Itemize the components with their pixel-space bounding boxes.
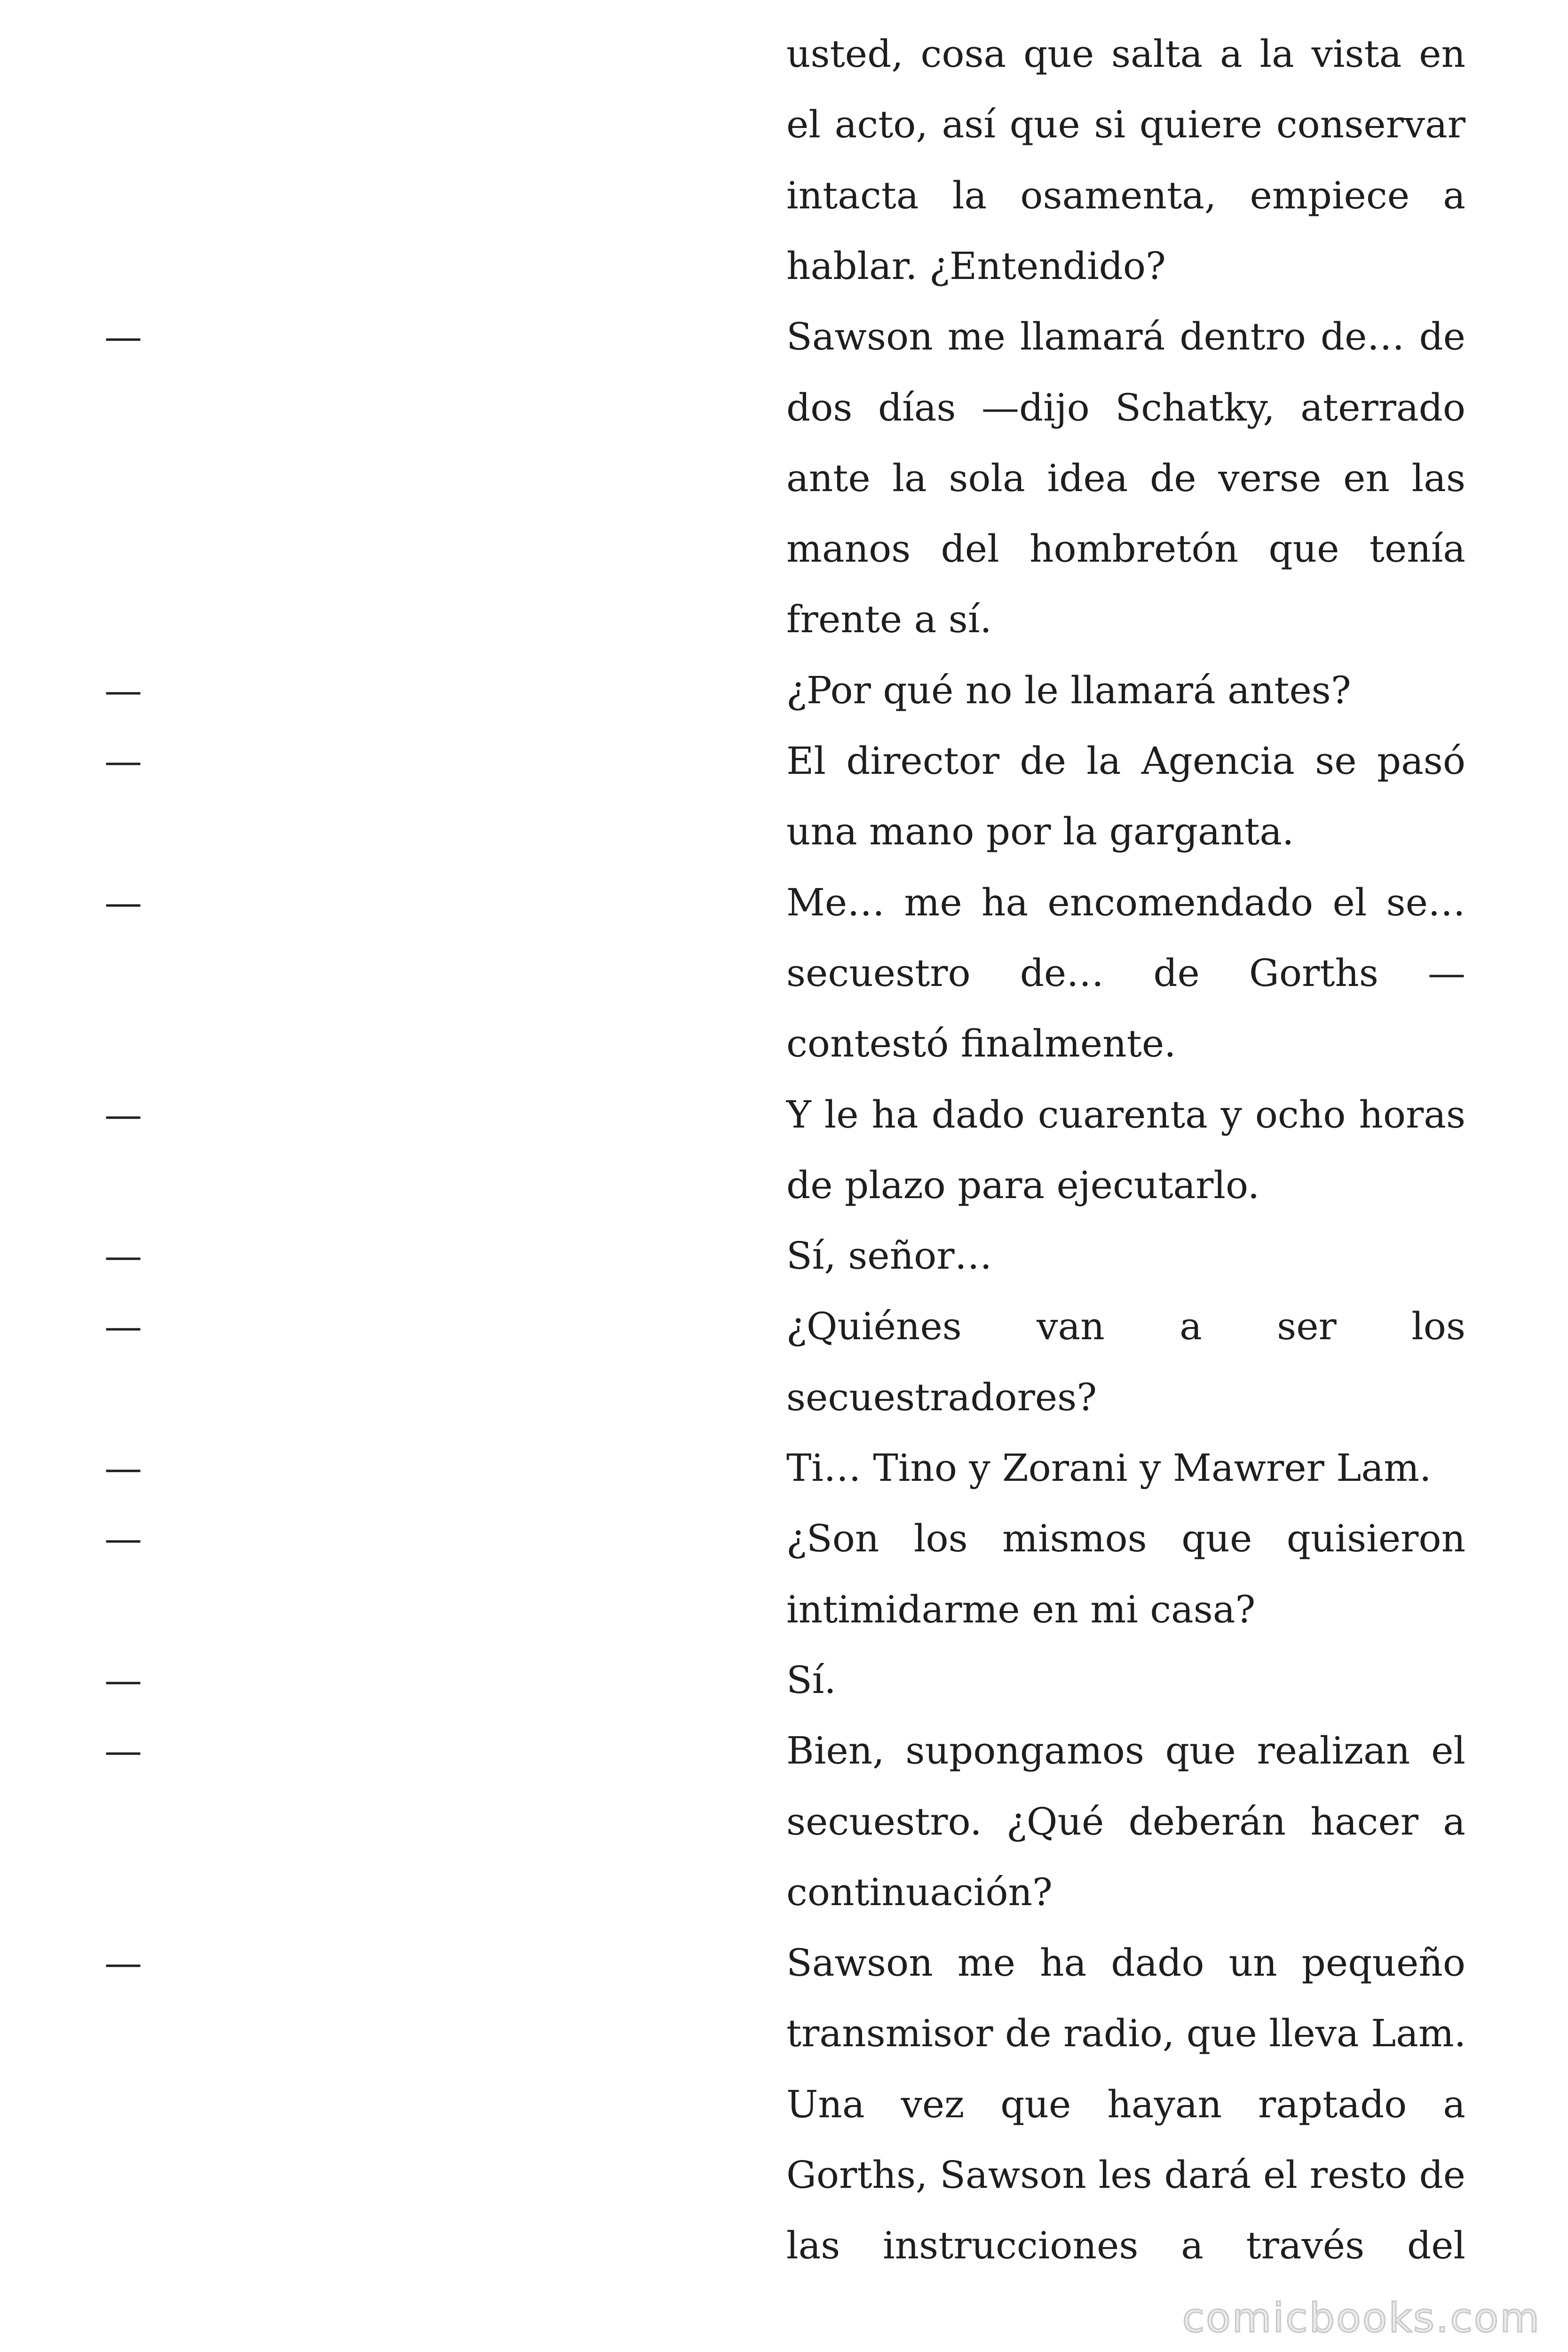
dialogue-line <box>0 1150 1568 1221</box>
dialogue-dash: — <box>104 1517 142 1561</box>
dialogue-line <box>0 1080 1568 1150</box>
dialogue-line <box>0 1574 1568 1645</box>
paragraph-line: continuación? <box>786 1870 1053 1914</box>
dialogue-line <box>0 1433 1568 1503</box>
paragraph-line: ¿Por qué no le llamará antes? <box>786 668 1351 712</box>
paragraph-line: secuestradores? <box>786 1375 1097 1419</box>
dialogue-line <box>0 584 1568 655</box>
dialogue-line <box>0 1009 1568 1079</box>
paragraph-line: intacta la osamenta, empiece a <box>786 173 1465 217</box>
dialogue-line <box>0 1998 1568 2069</box>
dialogue-line <box>0 1928 1568 1998</box>
paragraph-line: contestó finalmente. <box>786 1022 1176 1066</box>
dialogue-dash: — <box>104 1941 142 1985</box>
paragraph-line: el acto, así que si quiere conservar <box>786 103 1465 147</box>
dialogue-line <box>0 373 1568 443</box>
dialogue-line <box>0 19 1568 89</box>
paragraph-line: dos días —dijo Schatky, aterrado <box>786 385 1465 429</box>
dialogue-dash: — <box>104 1234 142 1278</box>
dialogue-line <box>0 1221 1568 1291</box>
dialogue-dash: — <box>104 880 142 924</box>
dialogue-line <box>0 302 1568 372</box>
paragraph-line: ¿Son los mismos que quisieron <box>786 1517 1465 1561</box>
dialogue-dash: — <box>104 1304 142 1349</box>
dialogue-line <box>0 89 1568 160</box>
dialogue-dash: — <box>104 1729 142 1773</box>
paragraph-line: Bien, supongamos que realizan el <box>786 1729 1465 1773</box>
paragraph-line: Gorths, Sawson les dará el resto de <box>786 2153 1465 2197</box>
paragraph-line: manos del hombretón que tenía <box>786 527 1465 571</box>
dialogue-line <box>0 2210 1568 2281</box>
dialogue-line <box>0 2069 1568 2140</box>
watermark-logo: comicbooks.com <box>1182 2295 1541 2342</box>
dialogue-line <box>0 231 1568 302</box>
dialogue-line <box>0 938 1568 1009</box>
dialogue-dash: — <box>104 1092 142 1136</box>
paragraph-line: El director de la Agencia se pasó <box>786 739 1465 783</box>
paragraph-line: Y le ha dado cuarenta y ocho horas <box>786 1092 1465 1136</box>
paragraph-line: intimidarme en mi casa? <box>786 1587 1256 1631</box>
dialogue-line <box>0 1503 1568 1574</box>
paragraph-line: una mano por la garganta. <box>786 810 1294 854</box>
dialogue-line <box>0 1362 1568 1433</box>
paragraph-line: las instrucciones a través del <box>786 2224 1465 2268</box>
dialogue-line <box>0 796 1568 867</box>
dialogue-line <box>0 443 1568 514</box>
paragraph-line: frente a sí. <box>786 597 992 642</box>
paragraph-line: secuestro. ¿Qué deberán hacer a <box>786 1799 1465 1843</box>
paragraph-line: hablar. ¿Entendido? <box>786 244 1166 288</box>
dialogue-line <box>0 514 1568 584</box>
dialogue-line <box>0 1291 1568 1362</box>
dialogue-line <box>0 2140 1568 2210</box>
dialogue-line <box>0 1716 1568 1786</box>
paragraph-line: Sí. <box>786 1658 836 1702</box>
paragraph-line: Me… me ha encomendado el se… <box>786 880 1465 924</box>
paragraph-line: Una vez que hayan raptado a <box>786 2082 1465 2126</box>
dialogue-line <box>0 160 1568 231</box>
dialogue-dash: — <box>104 668 142 712</box>
dialogue-line <box>0 1787 1568 1857</box>
paragraph-line: transmisor de radio, que lleva Lam. <box>786 2011 1466 2056</box>
paragraph-line: ¿Quiénes van a ser los <box>786 1304 1465 1349</box>
dialogue-line <box>0 867 1568 938</box>
paragraph-line: usted, cosa que salta a la vista en <box>786 32 1465 76</box>
paragraph-line: Sawson me llamará dentro de… de <box>786 315 1465 359</box>
paragraph-line: ante la sola idea de verse en las <box>786 456 1465 500</box>
paragraph-line: de plazo para ejecutarlo. <box>786 1163 1260 1207</box>
paragraph-line: Ti… Tino y Zorani y Mawrer Lam. <box>786 1446 1432 1490</box>
dialogue-dash: — <box>104 739 142 783</box>
paragraph-line: secuestro de… de Gorths — <box>786 951 1465 995</box>
dialogue-line <box>0 726 1568 796</box>
dialogue-dash: — <box>104 1446 142 1490</box>
dialogue-dash: — <box>104 315 142 359</box>
paragraph-line: Sí, señor… <box>786 1234 992 1278</box>
dialogue-line <box>0 1857 1568 1928</box>
dialogue-dash: — <box>104 1658 142 1702</box>
dialogue-line <box>0 1645 1568 1716</box>
paragraph-line: Sawson me ha dado un pequeño <box>786 1941 1465 1985</box>
dialogue-line <box>0 655 1568 726</box>
